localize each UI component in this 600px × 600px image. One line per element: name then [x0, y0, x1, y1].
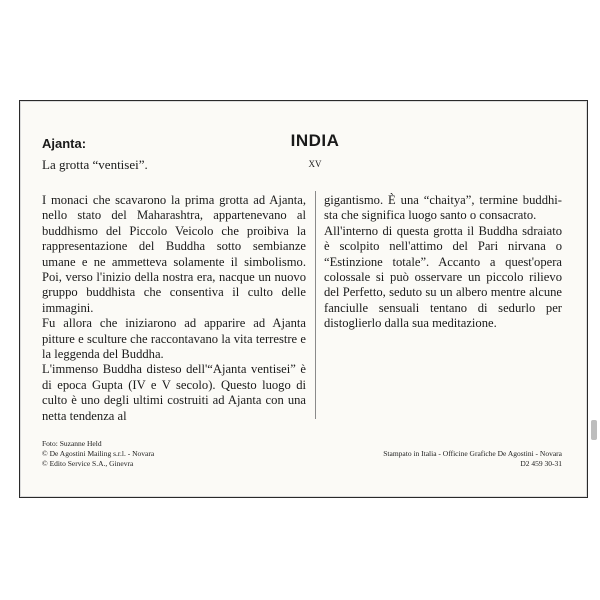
paragraph: Fu allora che iniziarono ad apparire ad Ajanta pitture e sculture che raccontavano la vita terrestre e la leggenda del Buddha. [42, 316, 306, 362]
text-column-right [324, 193, 562, 332]
printer-code: D2 459 30-31 [520, 459, 562, 468]
text-column-left [42, 193, 306, 424]
country-title: INDIA [290, 131, 340, 150]
postcard-back [19, 100, 588, 498]
paragraph: L'immenso Buddha disteso dell'“Ajanta ventisei” è di epoca Gupta (IV e V secolo). Questo luogo di culto è uno degli ultimi costruiti ad Ajanta con una netta tendenza al [42, 362, 306, 423]
scan-mark [591, 420, 597, 440]
credits [42, 439, 154, 469]
paragraph: I monaci che scavarono la prima grotta ad Ajanta, nello stato del Maharashtra, appartenevano al buddhismo del Piccolo Veicolo che proibiva la rappresentazione del Buddha sotto sembianze umane e ne ammetteva solamente il simbolismo. Poi, verso l'inizio della nostra era, nacque un nuovo gruppo buddhista che consentiva il culto delle immagini. [42, 193, 306, 315]
paragraph: gigantismo. È una “chaitya”, termine buddhista che significa luogo santo o consacrato. [324, 193, 562, 223]
printer-info [320, 449, 562, 469]
card-subject: Ajanta: [42, 136, 87, 151]
card-subtitle: La grotta “ventisei”. [42, 157, 148, 172]
photo-credit: Foto: Suzanne Held [42, 439, 102, 448]
printer-line: Stampato in Italia - Officine Grafiche De Agostini - Novara [383, 449, 562, 458]
copyright-line: © De Agostini Mailing s.r.l. - Novara [42, 449, 155, 458]
column-divider [315, 191, 316, 419]
copyright-line: © Edito Service S.A., Ginevra [42, 459, 134, 468]
paragraph: All'interno di questa grotta il Buddha sdraiato è scolpito nell'attimo del Pari nirvana o “Estinzione totale”. Accanto a quest'opera colossale si può osservare un piccolo rilievo del Perfetto, seduto su un albero mentre alcune fanciulle sensuali tentano di sedurlo per distoglierlo dalla sua meditazione. [324, 223, 562, 331]
plate-number: XV [308, 159, 322, 169]
